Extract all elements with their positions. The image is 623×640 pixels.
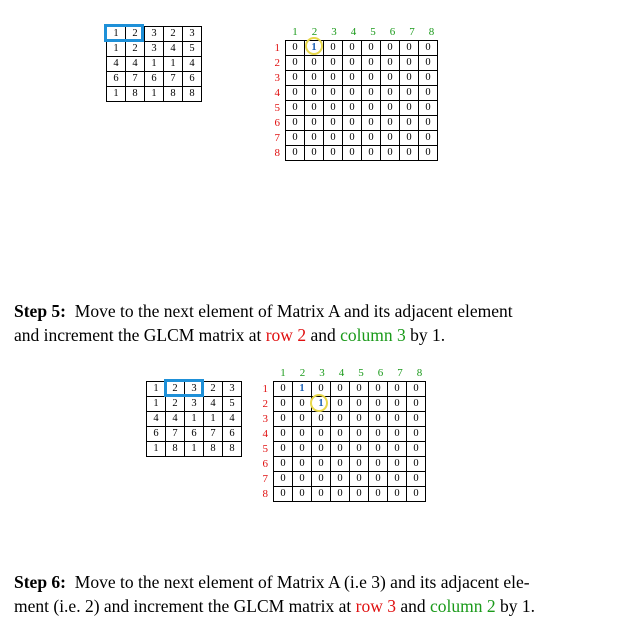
matrix-a-1-cell: 4: [164, 42, 183, 57]
step-6-line-2-post: by 1.: [495, 596, 536, 616]
matrix-a-1-cell: 1: [145, 87, 164, 102]
matrix-a-1-cell: 1: [145, 57, 164, 72]
glcm-1-cell: 0: [400, 41, 419, 56]
glcm-2-row: [274, 442, 426, 457]
glcm-2-cell: 0: [407, 457, 426, 472]
matrix-a-1-cell: 3: [183, 27, 202, 42]
matrix-a-2-cell: 4: [223, 412, 242, 427]
step-6-row-ref: row 3: [355, 596, 396, 616]
glcm-1-row: [286, 56, 438, 71]
glcm-1-cell: 0: [419, 116, 438, 131]
glcm-1-cell: 0: [286, 56, 305, 71]
matrix-a-1-row: [107, 72, 202, 87]
matrix-a-2-cell: 7: [166, 427, 185, 442]
glcm-1-cell: 0: [419, 56, 438, 71]
glcm-1-cell: 0: [400, 86, 419, 101]
matrix-a-2-cell: 6: [185, 427, 204, 442]
glcm-2-cell: 0: [388, 442, 407, 457]
glcm-2-cell: 0: [388, 412, 407, 427]
step-5-line-1: [14, 299, 513, 323]
glcm-1-cell: 0: [286, 71, 305, 86]
matrix-a-1-cell: 6: [145, 72, 164, 87]
glcm-1-cell: 0: [343, 146, 362, 161]
step-5-and: and: [306, 325, 341, 345]
glcm-1-cell: 0: [343, 116, 362, 131]
highlight-box-2: [164, 379, 204, 397]
glcm-2-cell: 0: [293, 427, 312, 442]
highlight-box-1: [104, 24, 144, 42]
matrix-a-2-cell: 8: [166, 442, 185, 457]
glcm-col-label-1: 3: [331, 26, 337, 38]
glcm-1-cell: 0: [286, 146, 305, 161]
glcm-2-cell: 0: [331, 412, 350, 427]
glcm-2-cell: 0: [369, 457, 388, 472]
matrix-a-2-row: [147, 442, 242, 457]
glcm-1-cell: 0: [400, 131, 419, 146]
glcm-matrix-1: [285, 40, 438, 161]
glcm-col-label-2: 8: [416, 367, 423, 379]
matrix-a-2-cell: 3: [185, 382, 204, 397]
matrix-a-2-cell: 1: [147, 382, 166, 397]
glcm-1-cell: 0: [286, 116, 305, 131]
matrix-a-2-cell: 4: [204, 397, 223, 412]
glcm-1-cell: 0: [324, 71, 343, 86]
matrix-a-1-cell: 8: [126, 87, 145, 102]
step-5-text: [14, 299, 513, 347]
matrix-a-1-cell: 8: [183, 87, 202, 102]
glcm-2-cell: 0: [274, 457, 293, 472]
glcm-1-cell: 0: [305, 101, 324, 116]
glcm-1-cell: 0: [381, 131, 400, 146]
glcm-2-cell: 0: [407, 397, 426, 412]
glcm-1-cell: 0: [419, 146, 438, 161]
glcm-1-cell: 0: [400, 101, 419, 116]
glcm-col-label-1: 1: [292, 26, 298, 38]
matrix-a-1-cell: 6: [183, 72, 202, 87]
glcm-1-cell: 0: [286, 41, 305, 56]
glcm-2-cell: 0: [407, 427, 426, 442]
glcm-2-cell: 0: [369, 427, 388, 442]
glcm-2-cell: 0: [369, 442, 388, 457]
step-6-label: Step 6:: [14, 572, 67, 592]
glcm-row-label-1: 5: [274, 102, 280, 114]
glcm-row-label-2: 2: [262, 398, 268, 410]
glcm-2-cell: 0: [388, 382, 407, 397]
step-6-line-1-text: Move to the next element of Matrix A (i.e 3) and its adjacent ele-: [74, 572, 530, 592]
step-5-line-2: [14, 323, 513, 347]
glcm-2-cell: 0: [388, 397, 407, 412]
glcm-1-cell: 0: [381, 41, 400, 56]
glcm-2-cell: 0: [312, 382, 331, 397]
glcm-1-row: [286, 116, 438, 131]
glcm-2-cell: 0: [350, 472, 369, 487]
glcm-matrix-2: [273, 381, 426, 502]
glcm-col-label-1: 2: [311, 26, 318, 38]
step-5-label: Step 5:: [14, 301, 67, 321]
matrix-a-1-cell: 4: [183, 57, 202, 72]
step-6-line-2: [14, 594, 535, 618]
glcm-2-cell: 0: [388, 487, 407, 502]
glcm-1-cell: 1: [305, 41, 324, 56]
matrix-a-2-row: [147, 412, 242, 427]
glcm-1-cell: 0: [286, 101, 305, 116]
glcm-2-cell: 0: [388, 472, 407, 487]
matrix-a-1-row: [107, 42, 202, 57]
step-6-text: [14, 570, 535, 618]
matrix-a-2-cell: 2: [166, 397, 185, 412]
matrix-a-1-cell: 7: [164, 72, 183, 87]
glcm-col-label-2: 7: [397, 367, 403, 379]
matrix-a-2-cell: 3: [185, 397, 204, 412]
glcm-2-cell: 0: [350, 487, 369, 502]
glcm-2-cell: 0: [331, 397, 350, 412]
matrix-a-1-cell: 1: [107, 87, 126, 102]
glcm-2-cell: 0: [407, 382, 426, 397]
glcm-2-cell: 0: [331, 487, 350, 502]
glcm-1-cell: 0: [381, 56, 400, 71]
glcm-1-cell: 0: [324, 41, 343, 56]
glcm-col-label-2: 1: [280, 367, 286, 379]
glcm-2-cell: 0: [331, 472, 350, 487]
matrix-a-2-cell: 1: [147, 397, 166, 412]
matrix-a-1-cell: 1: [107, 27, 126, 42]
matrix-a-2-cell: 8: [223, 442, 242, 457]
glcm-1-cell: 0: [419, 131, 438, 146]
glcm-1-cell: 0: [419, 41, 438, 56]
glcm-1-row: [286, 86, 438, 101]
glcm-2-cell: 0: [274, 442, 293, 457]
matrix-a-1-cell: 1: [164, 57, 183, 72]
glcm-1-cell: 0: [343, 101, 362, 116]
glcm-2-cell: 0: [350, 457, 369, 472]
glcm-1-cell: 0: [400, 71, 419, 86]
matrix-a-2-cell: 3: [223, 382, 242, 397]
glcm-col-label-2: 6: [377, 367, 384, 379]
glcm-2-cell: 0: [350, 382, 369, 397]
step-5-line-1-text: Move to the next element of Matrix A and its adjacent element: [74, 301, 513, 321]
matrix-a-2-cell: 6: [147, 427, 166, 442]
matrix-a-2-cell: 7: [204, 427, 223, 442]
glcm-1-cell: 0: [324, 116, 343, 131]
glcm-col-label-2: 4: [338, 367, 345, 379]
glcm-1-cell: 0: [362, 146, 381, 161]
glcm-col-label-1: 8: [428, 26, 435, 38]
matrix-a-2-cell: 1: [204, 412, 223, 427]
glcm-2-cell: 0: [312, 412, 331, 427]
glcm-row-label-2: 8: [262, 488, 268, 500]
glcm-col-label-2: 3: [319, 367, 325, 379]
glcm-2-cell: 0: [407, 472, 426, 487]
glcm-1-cell: 0: [362, 101, 381, 116]
matrix-a-1-cell: 3: [145, 27, 164, 42]
glcm-row-label-1: 8: [274, 147, 280, 159]
glcm-1-cell: 0: [324, 86, 343, 101]
glcm-1-cell: 0: [305, 86, 324, 101]
matrix-a-1-cell: 2: [126, 27, 145, 42]
glcm-row-label-2: 6: [262, 458, 268, 470]
glcm-row-label-1: 3: [274, 72, 280, 84]
glcm-2-cell: 0: [274, 487, 293, 502]
glcm-1-cell: 0: [324, 131, 343, 146]
glcm-2-cell: 0: [388, 427, 407, 442]
glcm-1-cell: 0: [381, 146, 400, 161]
glcm-1-cell: 0: [305, 56, 324, 71]
glcm-2-row: [274, 397, 426, 412]
glcm-2-cell: 0: [369, 472, 388, 487]
glcm-1-cell: 0: [305, 131, 324, 146]
matrix-a-1-cell: 2: [126, 42, 145, 57]
glcm-2-cell: 0: [293, 397, 312, 412]
glcm-2-cell: 0: [293, 487, 312, 502]
glcm-2-cell: 0: [293, 457, 312, 472]
glcm-2-cell: 1: [312, 397, 331, 412]
matrix-a-1-row: [107, 87, 202, 102]
glcm-1-cell: 0: [305, 116, 324, 131]
matrix-a-2-cell: 2: [204, 382, 223, 397]
glcm-1-cell: 0: [381, 86, 400, 101]
glcm-col-label-2: 2: [299, 367, 306, 379]
glcm-1-cell: 0: [343, 131, 362, 146]
matrix-a-1-cell: 4: [126, 57, 145, 72]
glcm-1-cell: 0: [362, 86, 381, 101]
glcm-1-row: [286, 71, 438, 86]
step-5-line-2-post: by 1.: [405, 325, 446, 345]
glcm-1-cell: 0: [343, 41, 362, 56]
glcm-1-cell: 0: [362, 71, 381, 86]
glcm-row-label-1: 7: [274, 132, 280, 144]
matrix-a-2-cell: 4: [166, 412, 185, 427]
glcm-col-label-1: 7: [409, 26, 415, 38]
glcm-2-cell: 0: [312, 442, 331, 457]
glcm-col-label-2: 5: [358, 367, 364, 379]
glcm-1-cell: 0: [324, 146, 343, 161]
matrix-a-1-cell: 7: [126, 72, 145, 87]
glcm-2-row: [274, 472, 426, 487]
glcm-2-cell: 0: [293, 412, 312, 427]
glcm-1-row: [286, 131, 438, 146]
step-6-col-ref: column 2: [430, 596, 496, 616]
matrix-a-2-cell: 8: [204, 442, 223, 457]
glcm-1-cell: 0: [286, 131, 305, 146]
glcm-1-cell: 0: [324, 101, 343, 116]
glcm-1-cell: 0: [343, 56, 362, 71]
glcm-2-cell: 0: [312, 457, 331, 472]
glcm-1-cell: 0: [400, 56, 419, 71]
glcm-2-row: [274, 382, 426, 397]
matrix-a-1-cell: 6: [107, 72, 126, 87]
matrix-a-1-cell: 8: [164, 87, 183, 102]
matrix-a-1-cell: 5: [183, 42, 202, 57]
glcm-2-cell: 0: [293, 442, 312, 457]
glcm-1-cell: 0: [400, 116, 419, 131]
glcm-1-row: [286, 146, 438, 161]
step-5-col-ref: column 3: [340, 325, 406, 345]
glcm-2-cell: 0: [388, 457, 407, 472]
matrix-a-2-cell: 4: [147, 412, 166, 427]
matrix-a-2-cell: 1: [147, 442, 166, 457]
glcm-2-cell: 0: [369, 487, 388, 502]
glcm-2-row: [274, 427, 426, 442]
glcm-2-cell: 0: [274, 472, 293, 487]
matrix-a-2-cell: 1: [185, 412, 204, 427]
glcm-2-cell: 0: [369, 397, 388, 412]
glcm-row-label-1: 4: [274, 87, 280, 99]
glcm-1-cell: 0: [381, 71, 400, 86]
matrix-a-2-cell: 1: [185, 442, 204, 457]
glcm-1-cell: 0: [343, 71, 362, 86]
glcm-1-cell: 0: [362, 131, 381, 146]
glcm-1-cell: 0: [286, 86, 305, 101]
glcm-col-label-1: 6: [389, 26, 396, 38]
glcm-row-label-1: 2: [274, 57, 280, 69]
glcm-2-cell: 0: [350, 397, 369, 412]
matrix-a-1-cell: 4: [107, 57, 126, 72]
glcm-2-cell: 0: [293, 472, 312, 487]
glcm-row-label-1: 6: [274, 117, 280, 129]
glcm-row-label-2: 7: [262, 473, 268, 485]
glcm-2-cell: 0: [369, 382, 388, 397]
matrix-a-1-cell: 1: [107, 42, 126, 57]
matrix-a-1-row: [107, 57, 202, 72]
glcm-1-cell: 0: [381, 101, 400, 116]
glcm-2-cell: 1: [293, 382, 312, 397]
glcm-2-cell: 0: [331, 442, 350, 457]
highlight-circle-2: [310, 394, 328, 412]
glcm-1-cell: 0: [305, 146, 324, 161]
glcm-row-label-2: 1: [262, 383, 268, 395]
matrix-a-2-row: [147, 397, 242, 412]
glcm-2-cell: 0: [331, 382, 350, 397]
matrix-a-1-cell: 3: [145, 42, 164, 57]
glcm-1-cell: 0: [305, 71, 324, 86]
glcm-col-label-1: 5: [370, 26, 376, 38]
matrix-a-2-cell: 6: [223, 427, 242, 442]
glcm-2-cell: 0: [274, 382, 293, 397]
glcm-2-cell: 0: [407, 442, 426, 457]
step-5-line-2-pre: and increment the GLCM matrix at: [14, 325, 266, 345]
glcm-2-row: [274, 457, 426, 472]
matrix-a-2-cell: 2: [166, 382, 185, 397]
glcm-1-cell: 0: [362, 116, 381, 131]
glcm-2-row: [274, 412, 426, 427]
glcm-2-cell: 0: [274, 412, 293, 427]
matrix-a-2-cell: 5: [223, 397, 242, 412]
step-5-row-ref: row 2: [265, 325, 307, 345]
glcm-2-cell: 0: [274, 427, 293, 442]
glcm-1-cell: 0: [362, 56, 381, 71]
matrix-a-1-cell: 2: [164, 27, 183, 42]
glcm-2-row: [274, 487, 426, 502]
glcm-row-label-2: 4: [262, 428, 268, 440]
glcm-row-label-2: 5: [262, 443, 268, 455]
glcm-row-label-1: 1: [274, 42, 280, 54]
glcm-1-row: [286, 101, 438, 116]
glcm-2-cell: 0: [350, 442, 369, 457]
step-6-and: and: [395, 596, 431, 616]
glcm-row-label-2: 3: [262, 413, 268, 425]
glcm-1-cell: 0: [419, 71, 438, 86]
glcm-2-cell: 0: [331, 427, 350, 442]
highlight-circle-1: [305, 37, 323, 55]
glcm-2-cell: 0: [274, 397, 293, 412]
glcm-2-cell: 0: [331, 457, 350, 472]
glcm-2-cell: 0: [312, 472, 331, 487]
glcm-2-cell: 0: [407, 487, 426, 502]
glcm-1-cell: 0: [381, 116, 400, 131]
glcm-1-cell: 0: [324, 56, 343, 71]
matrix-a-2-row: [147, 427, 242, 442]
glcm-1-cell: 0: [419, 101, 438, 116]
glcm-1-cell: 0: [362, 41, 381, 56]
step-6-line-1: [14, 570, 535, 594]
glcm-2-cell: 0: [407, 412, 426, 427]
glcm-2-cell: 0: [312, 487, 331, 502]
glcm-2-cell: 0: [350, 427, 369, 442]
glcm-1-cell: 0: [400, 146, 419, 161]
glcm-col-label-1: 4: [350, 26, 357, 38]
glcm-2-cell: 0: [312, 427, 331, 442]
glcm-1-cell: 0: [419, 86, 438, 101]
glcm-1-cell: 0: [343, 86, 362, 101]
glcm-2-cell: 0: [350, 412, 369, 427]
step-6-line-2-pre: ment (i.e. 2) and increment the GLCM matrix at: [14, 596, 356, 616]
glcm-2-cell: 0: [369, 412, 388, 427]
